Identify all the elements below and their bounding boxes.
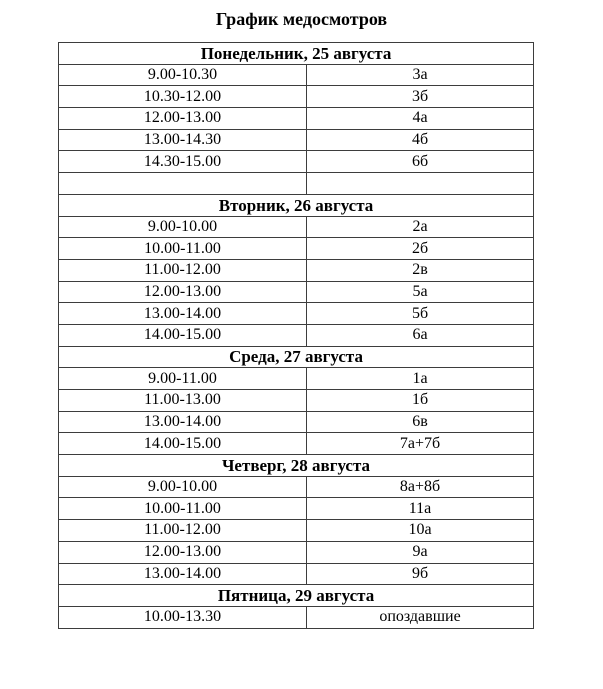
schedule-row xyxy=(59,129,534,151)
day-header-row xyxy=(59,194,534,216)
schedule-row xyxy=(59,151,534,173)
group-cell: 6а xyxy=(307,324,534,346)
group-cell: 2б xyxy=(307,238,534,260)
group-cell: 4а xyxy=(307,108,534,130)
schedule-table-body xyxy=(59,43,534,629)
group-cell: опоздавшие xyxy=(307,606,534,628)
time-cell: 11.00-12.00 xyxy=(59,259,307,281)
group-cell: 2в xyxy=(307,259,534,281)
group-cell: 9а xyxy=(307,541,534,563)
time-cell: 10.00-13.30 xyxy=(59,606,307,628)
time-cell: 11.00-12.00 xyxy=(59,520,307,542)
day-header: Пятница, 29 августа xyxy=(59,585,534,607)
day-header-row xyxy=(59,455,534,477)
time-cell xyxy=(59,173,307,195)
time-cell: 9.00-10.30 xyxy=(59,64,307,86)
time-cell: 14.30-15.00 xyxy=(59,151,307,173)
schedule-row xyxy=(59,390,534,412)
time-cell: 14.00-15.00 xyxy=(59,433,307,455)
schedule-row xyxy=(59,498,534,520)
schedule-row xyxy=(59,216,534,238)
schedule-row xyxy=(59,259,534,281)
group-cell: 10а xyxy=(307,520,534,542)
group-cell: 1а xyxy=(307,368,534,390)
time-cell: 13.00-14.00 xyxy=(59,303,307,325)
group-cell: 6в xyxy=(307,411,534,433)
group-cell xyxy=(307,173,534,195)
time-cell: 13.00-14.30 xyxy=(59,129,307,151)
group-cell: 1б xyxy=(307,390,534,412)
empty-row xyxy=(59,173,534,195)
page-title: График медосмотров xyxy=(215,9,388,29)
schedule-row xyxy=(59,606,534,628)
time-cell: 9.00-10.00 xyxy=(59,216,307,238)
group-cell: 3б xyxy=(307,86,534,108)
day-header-row xyxy=(59,585,534,607)
schedule-table xyxy=(58,42,534,629)
group-cell: 3а xyxy=(307,64,534,86)
schedule-row xyxy=(59,303,534,325)
schedule-row xyxy=(59,563,534,585)
schedule-row xyxy=(59,108,534,130)
day-header-row xyxy=(59,43,534,65)
time-cell: 12.00-13.00 xyxy=(59,281,307,303)
group-cell: 2а xyxy=(307,216,534,238)
group-cell: 5а xyxy=(307,281,534,303)
time-cell: 9.00-10.00 xyxy=(59,476,307,498)
schedule-row xyxy=(59,86,534,108)
schedule-row xyxy=(59,324,534,346)
day-header: Понедельник, 25 августа xyxy=(59,43,534,65)
schedule-row xyxy=(59,281,534,303)
time-cell: 11.00-13.00 xyxy=(59,390,307,412)
day-header: Четверг, 28 августа xyxy=(59,455,534,477)
schedule-row xyxy=(59,411,534,433)
time-cell: 12.00-13.00 xyxy=(59,541,307,563)
group-cell: 5б xyxy=(307,303,534,325)
day-header: Вторник, 26 августа xyxy=(59,194,534,216)
group-cell: 8а+8б xyxy=(307,476,534,498)
schedule-row xyxy=(59,433,534,455)
time-cell: 13.00-14.00 xyxy=(59,563,307,585)
time-cell: 14.00-15.00 xyxy=(59,324,307,346)
day-header-row xyxy=(59,346,534,368)
time-cell: 13.00-14.00 xyxy=(59,411,307,433)
time-cell: 10.00-11.00 xyxy=(59,238,307,260)
time-cell: 12.00-13.00 xyxy=(59,108,307,130)
group-cell: 6б xyxy=(307,151,534,173)
schedule-row xyxy=(59,64,534,86)
group-cell: 4б xyxy=(307,129,534,151)
group-cell: 9б xyxy=(307,563,534,585)
time-cell: 9.00-11.00 xyxy=(59,368,307,390)
schedule-row xyxy=(59,541,534,563)
day-header: Среда, 27 августа xyxy=(59,346,534,368)
schedule-row xyxy=(59,368,534,390)
time-cell: 10.30-12.00 xyxy=(59,86,307,108)
schedule-row xyxy=(59,238,534,260)
group-cell: 7а+7б xyxy=(307,433,534,455)
group-cell: 11а xyxy=(307,498,534,520)
time-cell: 10.00-11.00 xyxy=(59,498,307,520)
schedule-row xyxy=(59,520,534,542)
schedule-row xyxy=(59,476,534,498)
